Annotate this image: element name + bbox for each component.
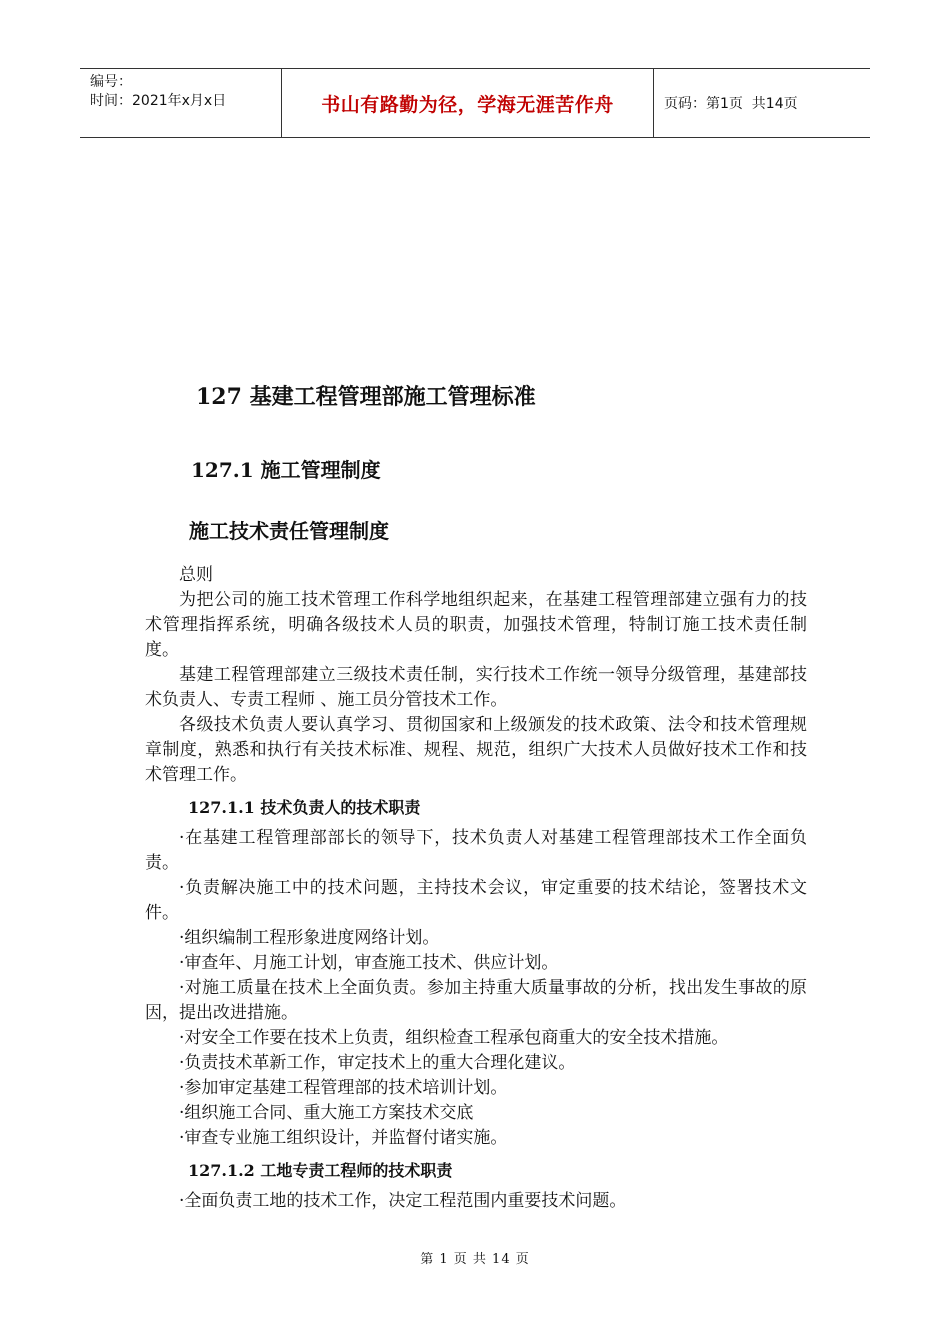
page-info-text: 页码：第1页 共14页 (664, 96, 798, 112)
header-motto: 书山有路勤为径，学海无涯苦作舟 (282, 69, 654, 137)
page-header (80, 68, 870, 138)
time-label: 时间：2021年x月x日 (90, 93, 227, 109)
duty-item: ·在基建工程管理部部长的领导下，技术负责人对基建工程管理部技术工作全面负责。 (145, 828, 807, 873)
duty-item: ·全面负责工地的技术工作，决定工程范围内重要技术问题。 (179, 1191, 627, 1211)
section-1-1-1-heading: 127.1.1 技术负责人的技术职责 (188, 798, 421, 817)
intro-paragraph: 基建工程管理部建立三级技术责任制，实行技术工作统一领导分级管理，基建部技术负责人、专责工程师 、施工员分管技术工作。 (145, 665, 807, 710)
page-footer (0, 1248, 950, 1267)
duty-item: ·负责解决施工中的技术问题，主持技术会议，审定重要的技术结论，签署技术文件。 (145, 878, 807, 923)
duty-item: ·审查专业施工组织设计，并监督付诸实施。 (179, 1128, 508, 1148)
section-1-1-2-heading: 127.1.2 工地专责工程师的技术职责 (188, 1161, 453, 1180)
header-meta (80, 69, 282, 137)
subsection-heading: 施工技术责任管理制度 (189, 519, 389, 543)
duty-item: ·组织施工合同、重大施工方案技术交底 (179, 1103, 474, 1123)
duty-item: ·对安全工作要在技术上负责，组织检查工程承包商重大的安全技术措施。 (179, 1028, 729, 1048)
document-body (145, 563, 807, 1214)
header-page-info (654, 69, 870, 137)
intro-paragraph: 各级技术负责人要认真学习、贯彻国家和上级颁发的技术政策、法令和技术管理规章制度，熟悉和执行有关技术标准、规程、规范，组织广大技术人员做好技术工作和技术管理工作。 (145, 715, 807, 785)
duty-item: ·负责技术革新工作，审定技术上的重大合理化建议。 (179, 1053, 576, 1073)
document-title: 127 基建工程管理部施工管理标准 (196, 384, 536, 410)
duty-item: ·组织编制工程形象进度网络计划。 (179, 928, 440, 948)
overview-label: 总则 (179, 565, 213, 585)
duty-item: ·审查年、月施工计划，审查施工技术、供应计划。 (179, 953, 559, 973)
footer-page-number: 第 1 页 共 14 页 (420, 1252, 530, 1267)
duty-item: ·参加审定基建工程管理部的技术培训计划。 (179, 1078, 508, 1098)
duty-item: ·对施工质量在技术上全面负责。参加主持重大质量事故的分析，找出发生事故的原因，提出改进措施。 (145, 978, 807, 1023)
serial-label: 编号： (90, 74, 132, 90)
intro-paragraph: 为把公司的施工技术管理工作科学地组织起来，在基建工程管理部建立强有力的技术管理指挥系统，明确各级技术人员的职责，加强技术管理，特制订施工技术责任制度。 (145, 590, 807, 660)
section-heading: 127.1 施工管理制度 (191, 458, 381, 482)
